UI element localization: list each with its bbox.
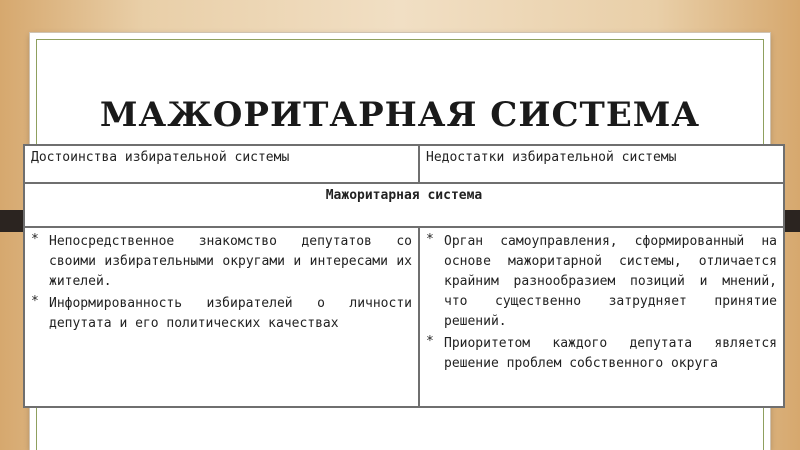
- disadvantage-text: Приоритетом каждого депутата является решение проблем собственного округа: [444, 336, 777, 371]
- bullet-icon: *: [426, 334, 434, 349]
- disadvantages-cell: [419, 227, 784, 407]
- list-item: [31, 294, 412, 334]
- bullet-icon: *: [31, 232, 39, 247]
- advantage-text: Информированность избирателей о личности депутата и его политических качествах: [49, 296, 412, 331]
- system-name-cell: Мажоритарная система: [24, 183, 784, 227]
- table-span-row: [24, 183, 784, 227]
- advantages-cell: [24, 227, 419, 407]
- slide-title: МАЖОРИТАРНАЯ СИСТЕМА: [99, 95, 701, 135]
- disadvantage-text: Орган самоуправления, сформированный на основе мажоритарной системы, отличается крайним разнообразием позиций и мнений, что существенно затрудняет принятие решений.: [444, 234, 777, 329]
- list-item: [426, 232, 777, 332]
- table-body-row: [24, 227, 784, 407]
- list-item: [31, 232, 412, 292]
- advantage-text: Непосредственное знакомство депутатов со своими избирательными округами и интересами их жителей.: [49, 234, 412, 289]
- comparison-table: [23, 144, 785, 408]
- bullet-icon: *: [31, 294, 39, 309]
- header-disadvantages: Недостатки избирательной системы: [419, 145, 784, 183]
- bullet-icon: *: [426, 232, 434, 247]
- list-item: [426, 334, 777, 374]
- table-header-row: [24, 145, 784, 183]
- header-advantages: Достоинства избирательной системы: [24, 145, 419, 183]
